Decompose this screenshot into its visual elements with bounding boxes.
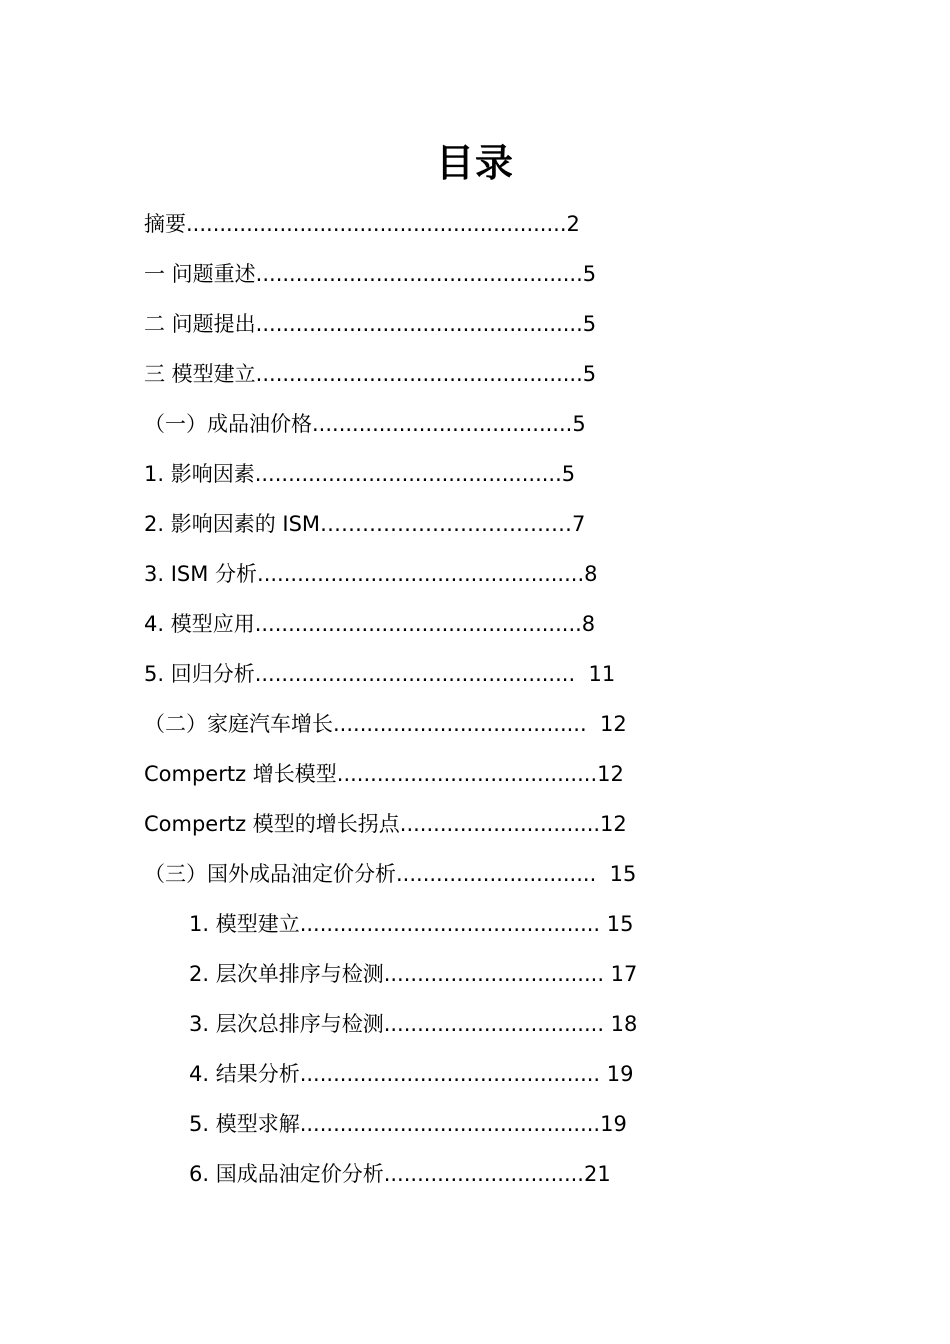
toc-entry-compertz-model[interactable]: Compertz 增长模型.......................................12: [144, 762, 624, 786]
toc-entry-abstract[interactable]: 摘要.........................................................2: [144, 212, 580, 236]
toc-entry-problem-statement[interactable]: 二 问题提出.................................................5: [144, 312, 597, 336]
toc-entry-problem-restatement[interactable]: 一 问题重述.................................................5: [144, 262, 597, 286]
page-title: 目录: [435, 141, 514, 185]
toc-entry-total-ranking[interactable]: 3. 层次总排序与检测................................. 18: [189, 1012, 638, 1036]
toc-entry-model-building[interactable]: 三 模型建立.................................................5: [144, 362, 597, 386]
toc-entry-model-application[interactable]: 4. 模型应用.................................................8: [144, 612, 596, 636]
toc-entry-influencing-factors[interactable]: 1. 影响因素..............................................5: [144, 462, 576, 486]
toc-entry-compertz-inflection[interactable]: Compertz 模型的增长拐点..............................12: [144, 812, 627, 836]
toc-entry-single-ranking[interactable]: 2. 层次单排序与检测................................. 17: [189, 962, 638, 986]
toc-entry-foreign-oil-pricing[interactable]: （三）国外成品油定价分析.............................. 15: [144, 862, 637, 886]
toc-entry-domestic-oil-pricing[interactable]: 6. 国成品油定价分析..............................21: [189, 1162, 611, 1186]
toc-entry-ism-factors[interactable]: 2. 影响因素的 ISM………………………………7: [144, 512, 586, 536]
toc-entry-ism-analysis[interactable]: 3. ISM 分析.................................................8: [144, 562, 598, 586]
toc-entry-model-solution[interactable]: 5. 模型求解.............................................19: [189, 1112, 627, 1136]
toc-entry-family-car-growth[interactable]: （二）家庭汽车增长...................................... 12: [144, 712, 627, 736]
toc-entry-result-analysis[interactable]: 4. 结果分析............................................. 19: [189, 1062, 634, 1086]
toc-entry-oil-price[interactable]: （一）成品油价格.......................................5: [144, 412, 586, 436]
toc-entry-regression-analysis[interactable]: 5. 回归分析................................................ 11: [144, 662, 616, 686]
toc-entry-sub-model-building[interactable]: 1. 模型建立............................................. 15: [189, 912, 634, 936]
